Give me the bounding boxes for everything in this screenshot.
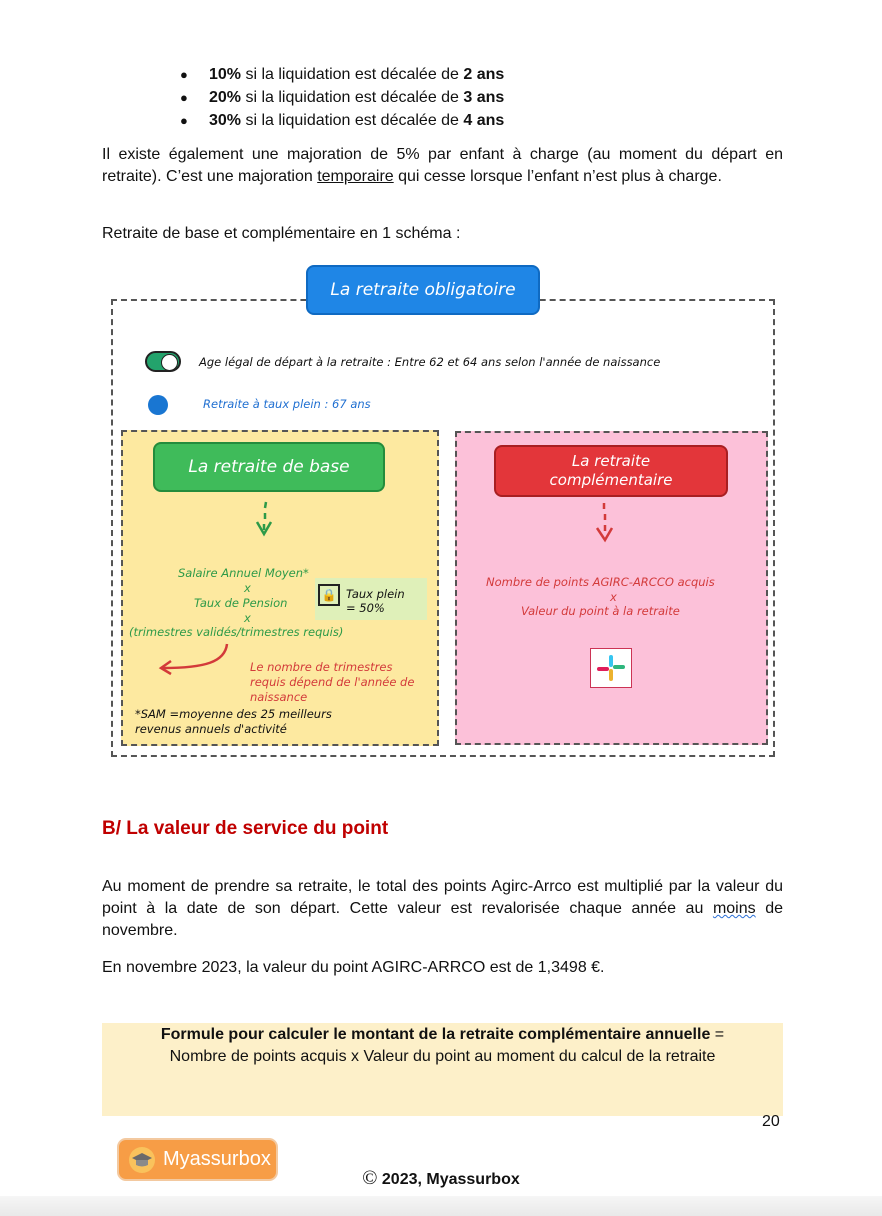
para-text: Il existe également une majoration de 5% par enfant à charge (au moment du départ en retraite). C’est une majoration <box>102 146 783 185</box>
blue-dot-icon <box>148 395 168 415</box>
bullet-item <box>180 86 504 109</box>
taux-label-line: Taux plein <box>346 587 405 601</box>
bullet-duration: 4 ans <box>463 112 505 129</box>
sam-line: *SAM =moyenne des 25 meilleurs <box>135 707 332 721</box>
para-text: Au moment de prendre sa retraite, le total des points Agirc-Arrco est multiplié par la valeur du point à la date de son départ. Cette valeur est revalorisée chaque année au <box>102 878 783 917</box>
bullet-pct: 20% <box>209 89 242 106</box>
bullet-pct: 30% <box>209 112 242 129</box>
taux-plein-label <box>346 587 405 615</box>
bullet-item <box>180 109 504 132</box>
logo-label: Myassurbox <box>163 1148 271 1170</box>
comp-times: x <box>610 590 617 604</box>
spellcheck-word: moins <box>712 900 756 917</box>
age-legal-text: Age légal de départ à la retraite : Entre 62 et 64 ans selon l'année de naissance <box>199 355 661 369</box>
comp-valeur: Valeur du point à la retraite <box>521 604 680 618</box>
formula-box <box>102 1023 783 1116</box>
green-arrow-icon <box>250 498 280 540</box>
comp-points: Nombre de points AGIRC-ARCCO acquis <box>486 575 715 589</box>
schema-intro: Retraite de base et complémentaire en 1 schéma : <box>102 225 461 242</box>
curved-arrow-icon <box>155 640 235 676</box>
page-bottom-edge <box>0 1196 882 1216</box>
bullet-text: si la liquidation est décalée de <box>241 89 464 106</box>
note-line: Le nombre de trimestres <box>250 660 393 674</box>
formula-title: Formule pour calculer le montant de la retraite complémentaire annuelle <box>160 1026 711 1043</box>
valeur-paragraph <box>102 876 783 942</box>
footer-text: 2023, Myassurbox <box>377 1171 520 1188</box>
para-text: qui cesse lorsque l’enfant n’est plus à charge. <box>393 168 722 185</box>
note-line: naissance <box>250 690 308 704</box>
comp-title-line1: La retraite <box>571 452 651 470</box>
bullet-text: si la liquidation est décalée de <box>241 112 464 129</box>
footer-copyright <box>0 1167 882 1190</box>
trimestres-note <box>250 660 414 705</box>
para-text: de novembre. <box>102 900 784 939</box>
taux-plein-text: Retraite à taux plein : 67 ans <box>203 397 371 411</box>
page-number: 20 <box>762 1113 780 1130</box>
lock-icon: 🔒 <box>318 584 340 606</box>
base-title: La retraite de base <box>153 442 385 492</box>
formula-taux-pension: Taux de Pension <box>194 596 288 610</box>
bullet-text: si la liquidation est décalée de <box>241 66 464 83</box>
schema-title: La retraite obligatoire <box>306 265 540 315</box>
red-arrow-icon <box>590 500 620 546</box>
formula-times: x <box>244 611 251 625</box>
bullet-list <box>180 63 504 132</box>
sam-line: revenus annuels d'activité <box>135 722 287 736</box>
sam-footnote <box>135 707 332 737</box>
underlined-word: temporaire <box>317 168 394 185</box>
formula-times: x <box>244 581 251 595</box>
slack-icon <box>590 648 632 688</box>
complementary-title <box>494 445 728 497</box>
formula-trimestres: (trimestres validés/trimestres requis) <box>129 625 344 639</box>
bullet-duration: 2 ans <box>463 66 505 83</box>
section-heading: B/ La valeur de service du point <box>102 818 389 839</box>
majoration-paragraph <box>102 144 783 188</box>
valeur-point-paragraph: En novembre 2023, la valeur du point AGIRC-ARRCO est de 1,3498 €. <box>102 959 605 976</box>
formula-equals: = <box>710 1026 725 1043</box>
copyright-symbol: © <box>362 1167 378 1189</box>
bullet-pct: 10% <box>209 66 242 83</box>
taux-label-line: = 50% <box>346 601 385 615</box>
bullet-item <box>180 63 504 86</box>
formula-text: Nombre de points acquis x Valeur du point au moment du calcul de la retraite <box>169 1048 716 1065</box>
note-line: requis dépend de l'année de <box>250 675 415 689</box>
comp-title-line2: complémentaire <box>549 471 673 489</box>
toggle-icon <box>145 351 181 372</box>
formula-sam: Salaire Annuel Moyen* <box>178 566 309 580</box>
bullet-duration: 3 ans <box>463 89 505 106</box>
